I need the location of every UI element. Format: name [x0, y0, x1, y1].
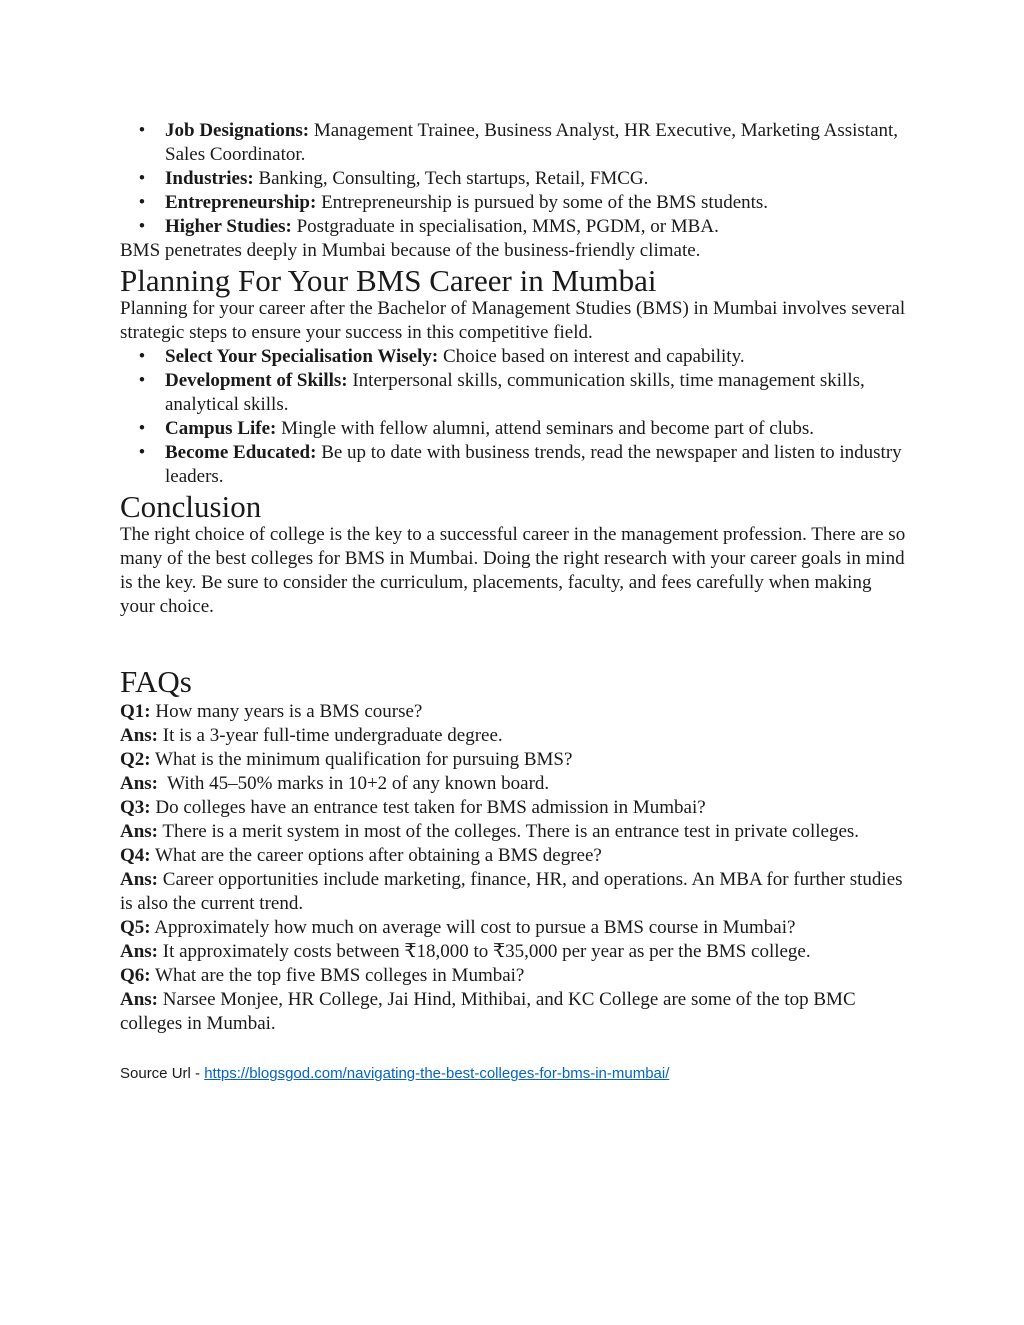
bullet-icon: •: [138, 418, 146, 439]
conclusion-paragraph: The right choice of college is the key to a successful career in the management profession. There are so many of the best colleges for BMS in Mumbai. Doing the right research with your career goals in mind is the key. Be sure to consider the curriculum, placements, faculty, and fees carefully when making your choice.: [120, 524, 906, 617]
item-text: Management Trainee, Business Analyst, HR Executive, Marketing Assistant, Sales Coordinator.: [165, 120, 899, 165]
item-label: Job Designations:: [165, 120, 310, 141]
faq-question: [120, 964, 910, 988]
item-label: Higher Studies:: [165, 216, 292, 237]
question-text: What are the top five BMS colleges in Mumbai?: [150, 965, 525, 986]
bullet-icon: •: [138, 370, 146, 391]
faq-answer: [120, 868, 910, 916]
item-label: Select Your Specialisation Wisely:: [165, 346, 439, 367]
bullet-icon: •: [138, 192, 146, 213]
answer-text: It is a 3-year full-time undergraduate degree.: [158, 725, 503, 746]
faq-answer: [120, 940, 910, 964]
list-item: [120, 369, 910, 417]
item-text: Banking, Consulting, Tech startups, Retail, FMCG.: [253, 168, 649, 189]
answer-text: It approximately costs between ₹18,000 to ₹35,000 per year as per the BMS college.: [158, 941, 811, 962]
bullet-icon: •: [138, 168, 146, 189]
career-options-list: [120, 119, 910, 239]
question-label: Q4:: [120, 845, 151, 866]
spacer: [120, 619, 910, 661]
answer-text: With 45–50% marks in 10+2 of any known board.: [158, 773, 550, 794]
answer-label: Ans:: [120, 869, 159, 890]
item-text: Choice based on interest and capability.: [438, 346, 745, 367]
item-text: Mingle with fellow alumni, attend seminars and become part of clubs.: [276, 418, 815, 439]
item-text: Be up to date with business trends, read the newspaper and listen to industry leaders.: [165, 442, 902, 487]
list-item: [120, 215, 910, 239]
faq-answer: [120, 988, 910, 1036]
answer-text: Narsee Monjee, HR College, Jai Hind, Mithibai, and KC College are some of the top BMC colleges in Mumbai.: [120, 989, 856, 1034]
question-text: Approximately how much on average will cost to pursue a BMS course in Mumbai?: [150, 917, 796, 938]
question-label: Q6:: [120, 965, 151, 986]
faq-answer: [120, 772, 910, 796]
list-item: [120, 345, 910, 369]
planning-intro: Planning for your career after the Bachelor of Management Studies (BMS) in Mumbai involves several strategic steps to ensure your success in this competitive field.: [120, 298, 906, 343]
source-prefix: Source Url -: [120, 1065, 205, 1082]
list-item: [120, 119, 910, 167]
bullet-icon: •: [138, 442, 146, 463]
list-item: [120, 167, 910, 191]
item-label: Development of Skills:: [165, 370, 348, 391]
faq-question: [120, 916, 910, 940]
conclusion-heading: Conclusion: [120, 489, 262, 524]
document-page: [120, 119, 910, 1084]
item-label: Entrepreneurship:: [165, 192, 317, 213]
closing-paragraph: BMS penetrates deeply in Mumbai because of the business-friendly climate.: [120, 240, 701, 261]
answer-text: There is a merit system in most of the colleges. There is an entrance test in private colleges.: [158, 821, 860, 842]
list-item: [120, 417, 910, 441]
question-label: Q1:: [120, 701, 151, 722]
question-label: Q2:: [120, 749, 151, 770]
question-text: What are the career options after obtaining a BMS degree?: [150, 845, 602, 866]
planning-list: [120, 345, 910, 489]
question-text: What is the minimum qualification for pursuing BMS?: [150, 749, 573, 770]
bullet-icon: •: [138, 216, 146, 237]
faqs-heading: FAQs: [120, 664, 192, 699]
item-label: Industries:: [165, 168, 254, 189]
item-text: Postgraduate in specialisation, MMS, PGDM, or MBA.: [291, 216, 719, 237]
faq-question: [120, 748, 910, 772]
faq-list: [120, 700, 910, 1036]
question-text: How many years is a BMS course?: [150, 701, 423, 722]
spacer: [120, 1036, 910, 1064]
faq-question: [120, 796, 910, 820]
list-item: [120, 191, 910, 215]
item-label: Campus Life:: [165, 418, 277, 439]
question-label: Q3:: [120, 797, 151, 818]
question-text: Do colleges have an entrance test taken for BMS admission in Mumbai?: [150, 797, 706, 818]
answer-text: Career opportunities include marketing, finance, HR, and operations. An MBA for further studies is also the current trend.: [120, 869, 903, 914]
bullet-icon: •: [138, 120, 146, 141]
source-link[interactable]: https://blogsgod.com/navigating-the-best-colleges-for-bms-in-mumbai/: [204, 1065, 670, 1082]
bullet-icon: •: [138, 346, 146, 367]
item-label: Become Educated:: [165, 442, 317, 463]
item-text: Entrepreneurship is pursued by some of the BMS students.: [316, 192, 769, 213]
answer-label: Ans:: [120, 773, 159, 794]
source-line: [120, 1064, 910, 1084]
faq-answer: [120, 724, 910, 748]
faq-answer: [120, 820, 910, 844]
item-text: Interpersonal skills, communication skills, time management skills, analytical skills.: [165, 370, 865, 415]
answer-label: Ans:: [120, 821, 159, 842]
answer-label: Ans:: [120, 725, 159, 746]
question-label: Q5:: [120, 917, 151, 938]
faq-question: [120, 844, 910, 868]
answer-label: Ans:: [120, 941, 159, 962]
list-item: [120, 441, 910, 489]
answer-label: Ans:: [120, 989, 159, 1010]
planning-heading: Planning For Your BMS Career in Mumbai: [120, 263, 657, 298]
faq-question: [120, 700, 910, 724]
